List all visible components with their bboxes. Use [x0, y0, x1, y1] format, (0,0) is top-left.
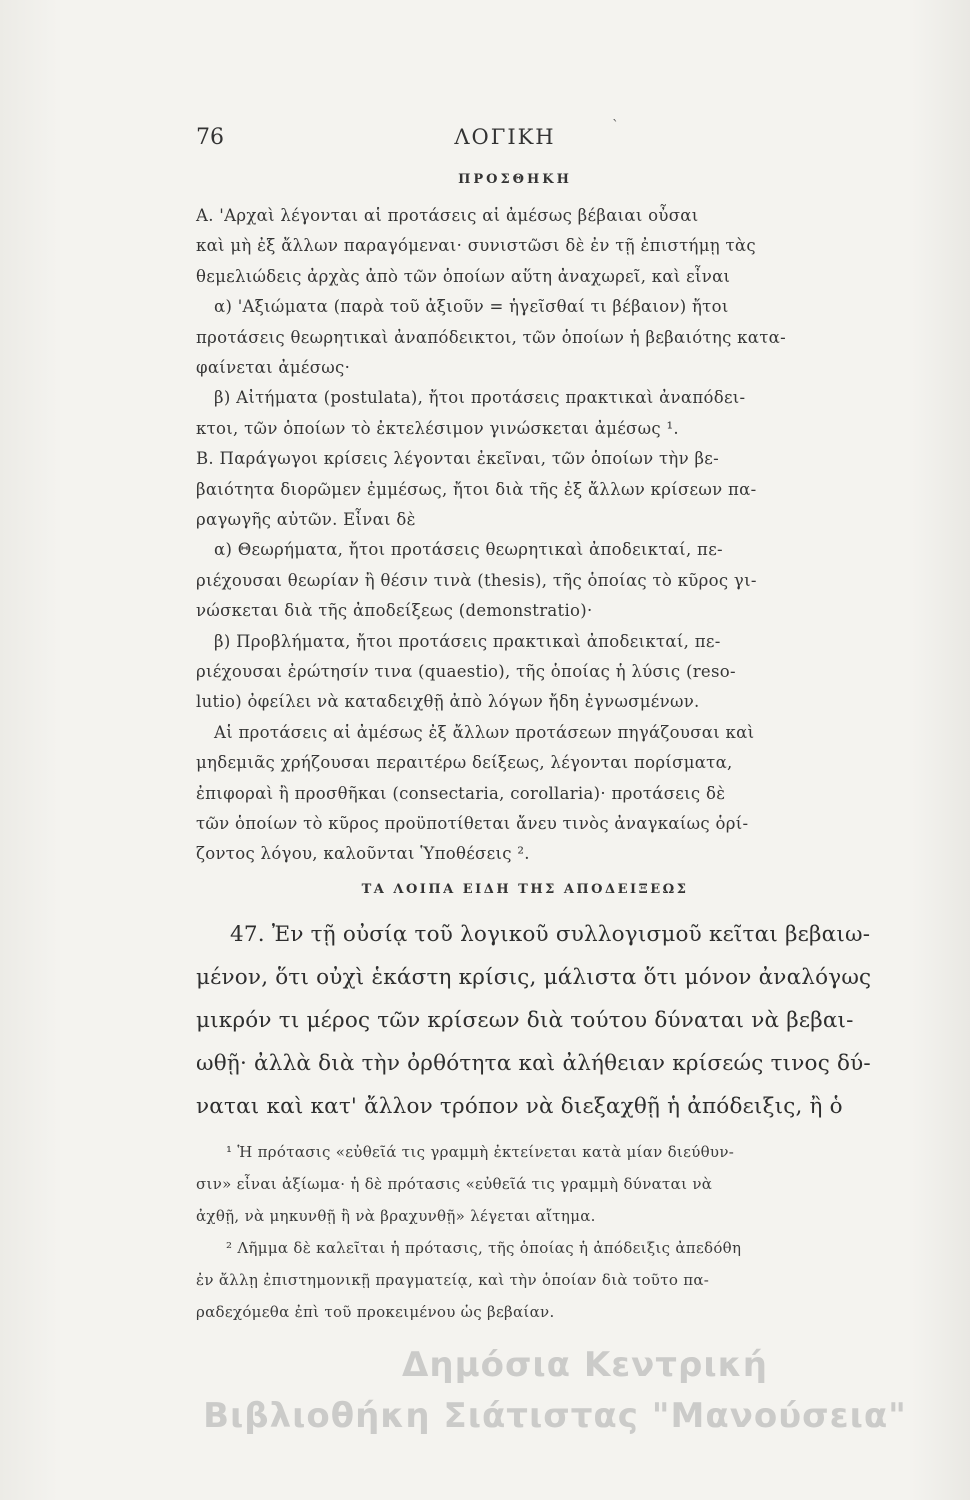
text-line: Αἱ προτάσεις αἱ ἀμέσως ἐξ ἄλλων προτάσεων πηγάζουσαι καὶ [214, 722, 755, 742]
text-line: ριέχουσαι θεωρίαν ἢ θέσιν τινὰ (thesis), τῆς ὁποίας τὸ κῦρος γι- [196, 570, 757, 590]
text-line: ζοντος λόγου, καλοῦνται Ὑποθέσεις ². [196, 844, 530, 864]
text-line: β) Προβλήματα, ἤτοι προτάσεις πρακτικαὶ ἀποδεικταί, πε- [214, 631, 721, 651]
footnote-line: σιν» εἶναι ἀξίωμα· ἡ δὲ πρότασις «εὐθεῖά τις γραμμὴ δύναται νὰ [196, 1175, 713, 1193]
text-line: μικρόν τι μέρος τῶν κρίσεων διὰ τούτου δύναται νὰ βεβαι- [196, 1008, 854, 1033]
footnote-line: ραδεχόμεθα ἐπὶ τοῦ προκειμένου ὡς βεβαίαν. [196, 1303, 555, 1321]
text-line: α) 'Αξιώματα (παρὰ τοῦ ἀξιοῦν = ἡγεῖσθαί τι βέβαιον) ἤτοι [214, 297, 729, 317]
text-line: ναται καὶ κατ' ἄλλον τρόπον νὰ διεξαχθῇ ἡ ἀπόδειξις, ἢ ὁ [196, 1094, 843, 1119]
running-head: ΛΟΓΙΚΗ [454, 125, 556, 149]
text-line: Α. 'Αρχαὶ λέγονται αἱ προτάσεις αἱ ἀμέσως βέβαιαι οὖσαι [196, 206, 699, 225]
text-line: καὶ μὴ ἐξ ἄλλων παραγόμεναι· συνιστῶσι δὲ ἐν τῇ ἐπιστήμῃ τὰς [196, 236, 756, 256]
footnote-line: ἐν ἄλλῃ ἐπιστημονικῇ πραγματείᾳ, καὶ τὴν ὁποίαν διὰ τοῦτο πα- [196, 1271, 710, 1289]
text-line: ριέχουσαι ἐρώτησίν τινα (quaestio), τῆς ὁποίας ἡ λύσις (reso- [196, 662, 736, 681]
text-line: Β. Παράγωγοι κρίσεις λέγονται ἐκεῖναι, τῶν ὁποίων τὴν βε- [196, 449, 720, 469]
text-line: κτοι, τῶν ὁποίων τὸ ἐκτελέσιμον γινώσκεται ἀμέσως ¹. [196, 418, 679, 438]
text-line: μηδεμιᾶς χρήζουσαι περαιτέρω δείξεως, λέγονται πορίσματα, [196, 753, 733, 773]
text-line: νώσκεται διὰ τῆς ἀποδείξεως (demonstratio)· [196, 601, 593, 621]
footnote-line: ἀχθῇ, νὰ μηκυνθῇ ἢ νὰ βραχυνθῇ» λέγεται αἴτημα. [196, 1207, 596, 1225]
text-line: τῶν ὁποίων τὸ κῦρος προϋποτίθεται ἄνευ τινὸς ἀναγκαίως ὁρί- [196, 814, 749, 833]
section-heading-other-proofs: ΤΑ ΛΟΙΠΑ ΕΙΔΗ ΤΗΣ ΑΠΟΔΕΙΞΕΩΣ [361, 882, 689, 897]
text-line: θεμελιώδεις ἀρχὰς ἀπὸ τῶν ὁποίων αὕτη ἀναχωρεῖ, καὶ εἶναι [196, 266, 731, 286]
text-line: 47. Ἐν τῇ οὐσίᾳ τοῦ λογικοῦ συλλογισμοῦ κεῖται βεβαιω- [230, 922, 871, 947]
section-heading-addendum: ΠΡΟΣΘΗΚΗ [458, 172, 572, 187]
text-line: προτάσεις θεωρητικαὶ ἀναπόδεικτοι, τῶν ὁποίων ἡ βεβαιότης κατα- [196, 327, 786, 347]
text-line: ἐπιφοραὶ ἢ προσθῆκαι (consectaria, corollaria)· προτάσεις δὲ [196, 783, 726, 803]
page-number: 76 [196, 125, 224, 150]
text-line: φαίνεται ἀμέσως· [196, 358, 351, 377]
library-watermark-line1: Δημόσια Κεντρική [402, 1345, 768, 1385]
library-watermark-line2: Βιβλιοθήκη Σιάτιστας "Μανούσεια" [203, 1396, 907, 1436]
text-line: βαιότητα διορῶμεν ἐμμέσως, ἤτοι διὰ τῆς ἐξ ἄλλων κρίσεων πα- [196, 479, 757, 499]
text-line: μένον, ὅτι οὐχὶ ἑκάστη κρίσις, μάλιστα ὅτι μόνον ἀναλόγως [196, 965, 872, 990]
running-head-tick: ` [612, 118, 619, 134]
text-line: lutio) ὀφείλει νὰ καταδειχθῇ ἀπὸ λόγων ἤδη ἐγνωσμένων. [196, 692, 700, 712]
footnote-line: ¹ Ἡ πρότασις «εὐθεῖά τις γραμμὴ ἐκτείνεται κατὰ μίαν διεύθυν- [226, 1143, 735, 1161]
text-line: α) Θεωρήματα, ἤτοι προτάσεις θεωρητικαὶ ἀποδεικταί, πε- [214, 540, 723, 560]
footnote-line: ² Λῆμμα δὲ καλεῖται ἡ πρότασις, τῆς ὁποίας ἡ ἀπόδειξις ἀπεδόθη [226, 1239, 742, 1257]
text-line: ραγωγῆς αὐτῶν. Εἶναι δὲ [196, 510, 416, 529]
text-line: β) Αἰτήματα (postulata), ἤτοι προτάσεις πρακτικαὶ ἀναπόδει- [214, 388, 746, 408]
text-line: ωθῇ· ἀλλὰ διὰ τὴν ὀρθότητα καὶ ἀλήθειαν κρίσεώς τινος δύ- [196, 1051, 871, 1076]
